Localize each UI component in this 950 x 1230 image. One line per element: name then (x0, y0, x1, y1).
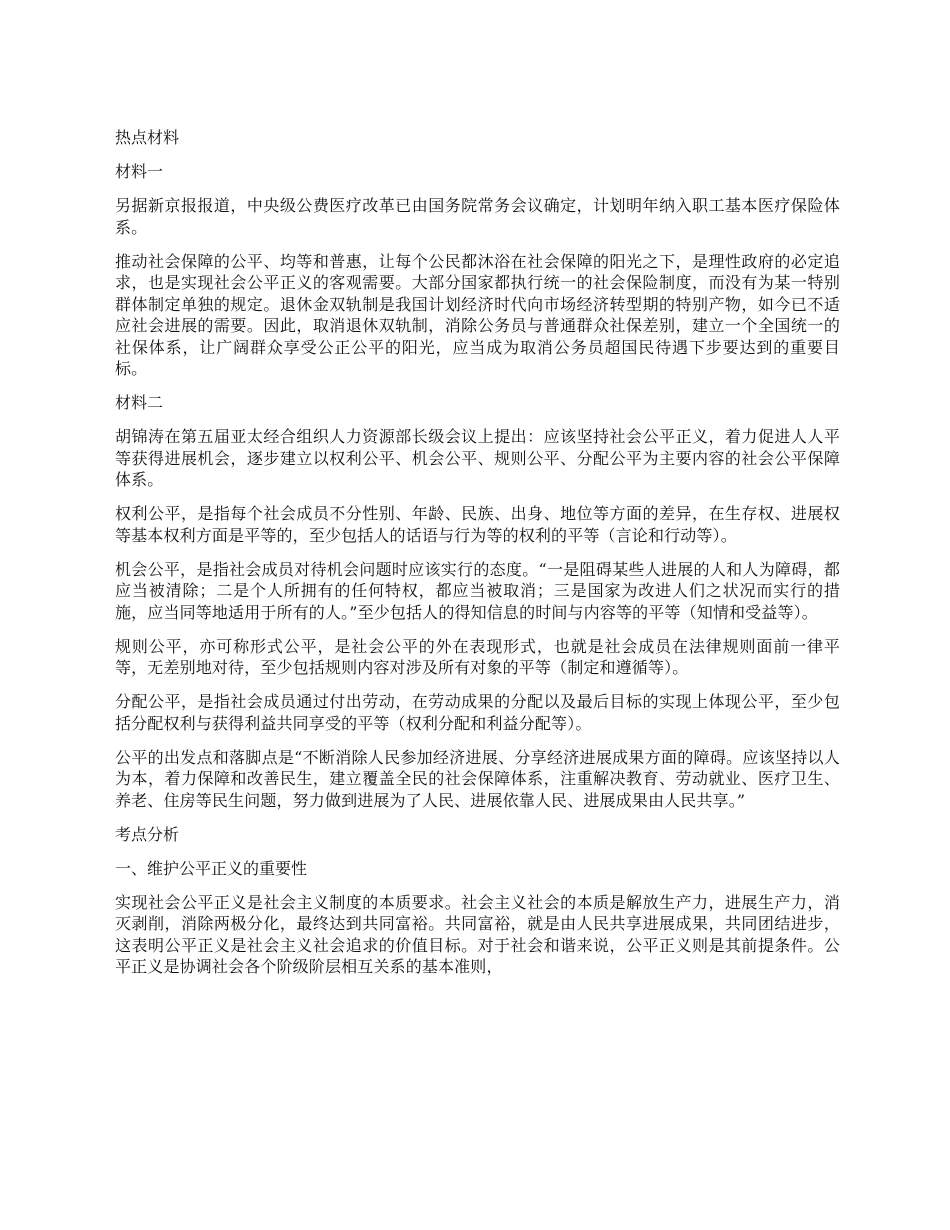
paragraph: 机会公平，是指社会成员对待机会问题时应该实行的态度。“一是阻碍某些人进展的人和人为障碍，都应当被清除；二是个人所拥有的任何特权，都应当被取消；三是国家为改进人们之状况而实行的措施，应当同等地适用于所有的人。”至少包括人的得知信息的时间与内容等的平等（知情和受益等）。 (115, 559, 840, 622)
paragraph: 规则公平，亦可称形式公平，是社会公平的外在表现形式，也就是社会成员在法律规则面前一律平等，无差别地对待，至少包括规则内容对涉及所有对象的平等（制定和遵循等）。 (115, 636, 840, 677)
section-heading-material-one: 材料一 (115, 162, 164, 181)
paragraph: 胡锦涛在第五届亚太经合组织人力资源部长级会议上提出：应该坚持社会公平正义，着力促进人人平等获得进展机会，逐步建立以权利公平、机会公平、规则公平、分配公平为主要内容的社会公平保障体系。 (115, 427, 840, 489)
paragraph: 实现社会公平正义是社会主义制度的本质要求。社会主义社会的本质是解放生产力，进展生产力，消灭剥削，消除两极分化，最终达到共同富裕。共同富裕，就是由人民共享进展成果，共同团结进步，这表明公平正义是社会主义社会追求的价值目标。对于社会和谐来说，公平正义则是其前提条件。公平正义是协调社会各个阶级阶层相互关系的基本准则， (115, 892, 840, 976)
document-page (115, 127, 840, 990)
paragraph: 公平的出发点和落脚点是“不断消除人民参加经济进展、分享经济进展成果方面的障碍。应该坚持以人为本，着力保障和改善民生，建立覆盖全民的社会保障体系，注重解决教育、劳动就业、医疗卫生、养老、住房等民生问题，努力做到进展为了人民、进展依靠人民、进展成果由人民共享。” (115, 747, 840, 810)
section-heading-material-two: 材料二 (115, 393, 164, 412)
paragraph: 权利公平，是指每个社会成员不分性别、年龄、民族、出身、地位等方面的差异，在生存权、进展权等基本权利方面是平等的，至少包括人的话语与行为等的权利的平等（言论和行动等）。 (115, 504, 840, 545)
paragraph: 分配公平，是指社会成员通过付出劳动，在劳动成果的分配以及最后目标的实现上体现公平，至少包括分配权利与获得利益共同享受的平等（权利分配和利益分配等）。 (115, 692, 840, 733)
paragraph: 推动社会保障的公平、均等和普惠，让每个公民都沐浴在社会保障的阳光之下，是理性政府的必定追求，也是实现社会公平正义的客观需要。大部分国家都执行统一的社会保险制度，而没有为某一特别群体制定单独的规定。退休金双轨制是我国计划经济时代向市场经济转型期的特别产物，如今已不适应社会进展的需要。因此，取消退休双轨制，消除公务员与普通群众社保差别，建立一个全国统一的社保体系，让广阔群众享受公正公平的阳光，应当成为取消公务员超国民待遇下步要达到的重要目标。 (115, 251, 840, 378)
section-heading-hot-materials: 热点材料 (115, 128, 180, 147)
section-heading-analysis: 考点分析 (115, 824, 180, 844)
section-heading-importance: 一、维护公平正义的重要性 (115, 858, 308, 878)
paragraph: 另据新京报报道，中央级公费医疗改革已由国务院常务会议确定，计划明年纳入职工基本医疗保险体系。 (115, 196, 840, 237)
